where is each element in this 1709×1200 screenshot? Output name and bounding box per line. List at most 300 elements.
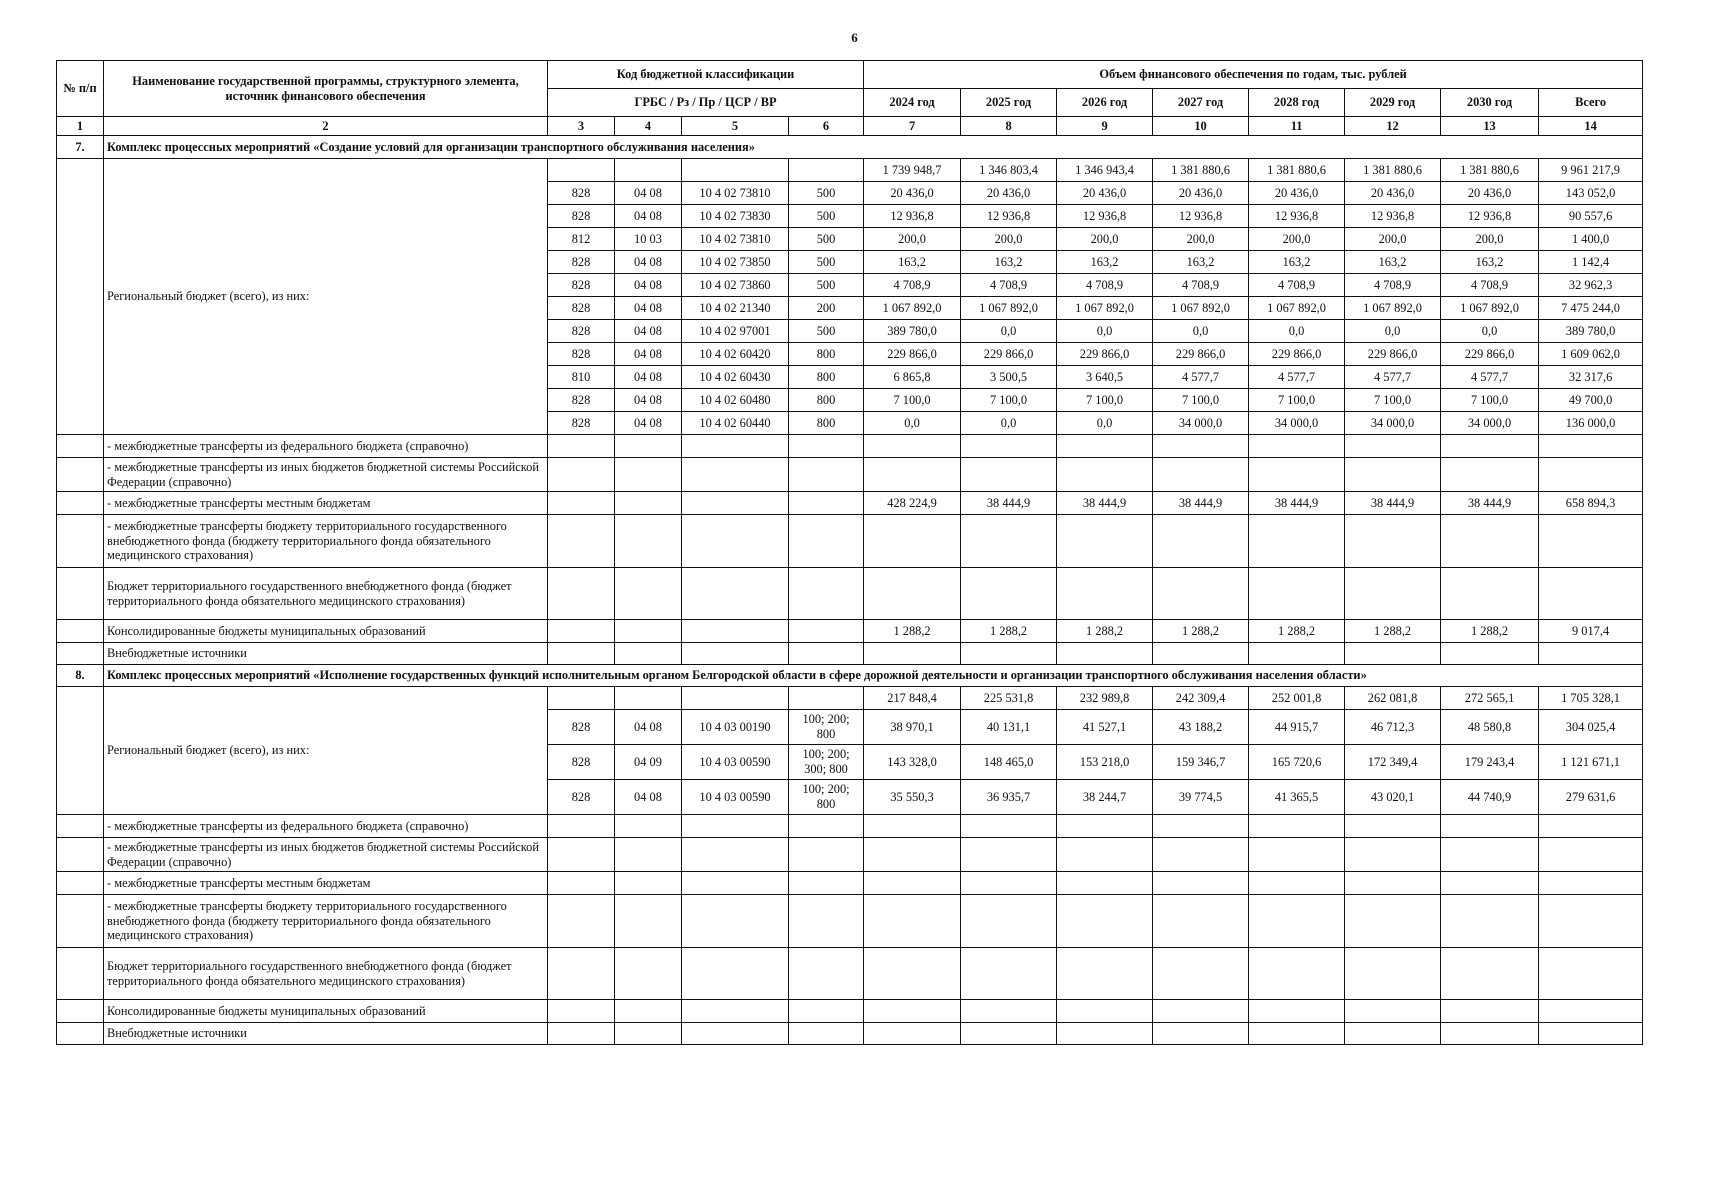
value-cell — [1539, 895, 1643, 948]
value-cell — [1345, 815, 1441, 838]
value-cell: 279 631,6 — [1539, 780, 1643, 815]
code-empty — [615, 838, 682, 872]
value-cell — [1249, 458, 1345, 492]
value-cell: 90 557,6 — [1539, 205, 1643, 228]
value-cell: 1 067 892,0 — [1249, 297, 1345, 320]
code-empty — [615, 815, 682, 838]
csr-code: 10 4 02 73810 — [682, 182, 789, 205]
value-cell — [1153, 838, 1249, 872]
value-cell — [1153, 643, 1249, 665]
value-cell — [1539, 568, 1643, 620]
grbs-code: 810 — [548, 366, 615, 389]
value-cell: 1 288,2 — [1441, 620, 1539, 643]
value-cell: 179 243,4 — [1441, 745, 1539, 780]
code-empty — [789, 435, 864, 458]
value-cell — [1441, 815, 1539, 838]
value-cell — [864, 895, 961, 948]
grbs-code: 828 — [548, 780, 615, 815]
value-cell: 200,0 — [961, 228, 1057, 251]
value-cell: 7 475 244,0 — [1539, 297, 1643, 320]
value-cell: 12 936,8 — [1345, 205, 1441, 228]
value-cell: 304 025,4 — [1539, 710, 1643, 745]
vr-code: 500 — [789, 274, 864, 297]
funding-source-label: - межбюджетные трансферты из иных бюджетов бюджетной системы Российской Федерации (справочно) — [104, 458, 548, 492]
vr-code: 500 — [789, 228, 864, 251]
row-num-empty — [57, 159, 104, 435]
code-empty — [789, 895, 864, 948]
vr-code: 200 — [789, 297, 864, 320]
value-cell: 0,0 — [1057, 320, 1153, 343]
row-num-empty — [57, 1023, 104, 1045]
value-cell — [864, 872, 961, 895]
value-cell — [1345, 568, 1441, 620]
value-cell — [1441, 515, 1539, 568]
value-cell: 229 866,0 — [1441, 343, 1539, 366]
csr-code: 10 4 02 73850 — [682, 251, 789, 274]
value-cell: 12 936,8 — [961, 205, 1057, 228]
column-number: 3 — [548, 117, 615, 136]
grbs-code: 828 — [548, 710, 615, 745]
header-num: № п/п — [57, 61, 104, 117]
column-number: 5 — [682, 117, 789, 136]
grbs-code: 828 — [548, 182, 615, 205]
value-cell: 38 244,7 — [1057, 780, 1153, 815]
column-number: 6 — [789, 117, 864, 136]
value-cell — [864, 515, 961, 568]
value-cell: 12 936,8 — [864, 205, 961, 228]
row-num-empty — [57, 815, 104, 838]
value-cell: 229 866,0 — [1057, 343, 1153, 366]
value-cell: 200,0 — [1249, 228, 1345, 251]
value-cell — [1345, 948, 1441, 1000]
funding-source-label: Консолидированные бюджеты муниципальных образований — [104, 1000, 548, 1023]
code-empty — [789, 872, 864, 895]
total-value: 1 381 880,6 — [1153, 159, 1249, 182]
funding-source-row — [57, 895, 1643, 948]
funding-source-label: Бюджет территориального государственного внебюджетного фонда (бюджет территориального фонда обязательного медицинского страхования) — [104, 948, 548, 1000]
total-value: 217 848,4 — [864, 687, 961, 710]
column-number: 1 — [57, 117, 104, 136]
value-cell: 148 465,0 — [961, 745, 1057, 780]
csr-code: 10 4 02 60420 — [682, 343, 789, 366]
code-empty — [548, 1000, 615, 1023]
value-cell — [1345, 895, 1441, 948]
value-cell: 1 288,2 — [1345, 620, 1441, 643]
value-cell — [1153, 458, 1249, 492]
total-value: 252 001,8 — [1249, 687, 1345, 710]
code-empty — [682, 815, 789, 838]
value-cell — [864, 948, 961, 1000]
value-cell — [1153, 948, 1249, 1000]
code-empty — [615, 515, 682, 568]
code-empty — [615, 435, 682, 458]
grbs-code: 812 — [548, 228, 615, 251]
row-num-empty — [57, 872, 104, 895]
vr-code: 500 — [789, 182, 864, 205]
value-cell: 200,0 — [1153, 228, 1249, 251]
value-cell: 3 500,5 — [961, 366, 1057, 389]
value-cell: 658 894,3 — [1539, 492, 1643, 515]
value-cell — [1057, 515, 1153, 568]
value-cell — [1345, 458, 1441, 492]
funding-source-label: Консолидированные бюджеты муниципальных образований — [104, 620, 548, 643]
column-number: 12 — [1345, 117, 1441, 136]
vr-code: 100; 200; 800 — [789, 780, 864, 815]
code-empty — [682, 492, 789, 515]
code-empty — [682, 1000, 789, 1023]
total-value: 1 705 328,1 — [1539, 687, 1643, 710]
value-cell: 163,2 — [961, 251, 1057, 274]
funding-source-label: - межбюджетные трансферты из федерального бюджета (справочно) — [104, 435, 548, 458]
year-header: 2024 год — [864, 89, 961, 117]
grbs-code: 828 — [548, 343, 615, 366]
value-cell — [1057, 435, 1153, 458]
value-cell — [1153, 568, 1249, 620]
total-value: 9 961 217,9 — [1539, 159, 1643, 182]
year-header: 2028 год — [1249, 89, 1345, 117]
value-cell: 7 100,0 — [1345, 389, 1441, 412]
value-cell: 165 720,6 — [1249, 745, 1345, 780]
total-value: 1 346 943,4 — [1057, 159, 1153, 182]
value-cell — [1153, 435, 1249, 458]
row-num-empty — [57, 838, 104, 872]
value-cell — [1539, 1000, 1643, 1023]
rz-pr-code: 04 08 — [615, 343, 682, 366]
value-cell — [1249, 643, 1345, 665]
value-cell — [1441, 1023, 1539, 1045]
year-header: 2027 год — [1153, 89, 1249, 117]
code-empty — [615, 687, 682, 710]
value-cell — [1345, 643, 1441, 665]
value-cell: 38 444,9 — [1441, 492, 1539, 515]
value-cell: 0,0 — [961, 412, 1057, 435]
value-cell: 0,0 — [1249, 320, 1345, 343]
value-cell — [1441, 643, 1539, 665]
value-cell — [1539, 1023, 1643, 1045]
regional-budget-label: Региональный бюджет (всего), из них: — [104, 159, 548, 435]
grbs-code: 828 — [548, 251, 615, 274]
funding-source-label: Внебюджетные источники — [104, 1023, 548, 1045]
value-cell: 143 052,0 — [1539, 182, 1643, 205]
vr-code: 100; 200; 300; 800 — [789, 745, 864, 780]
value-cell: 38 970,1 — [864, 710, 961, 745]
grbs-code: 828 — [548, 205, 615, 228]
code-empty — [789, 1000, 864, 1023]
value-cell — [1153, 895, 1249, 948]
value-cell — [864, 435, 961, 458]
value-cell: 38 444,9 — [1153, 492, 1249, 515]
value-cell: 0,0 — [1153, 320, 1249, 343]
code-empty — [615, 159, 682, 182]
rz-pr-code: 04 08 — [615, 366, 682, 389]
value-cell — [1057, 838, 1153, 872]
value-cell — [1153, 1023, 1249, 1045]
value-cell: 35 550,3 — [864, 780, 961, 815]
value-cell: 3 640,5 — [1057, 366, 1153, 389]
value-cell: 44 740,9 — [1441, 780, 1539, 815]
value-cell — [1249, 515, 1345, 568]
value-cell — [961, 895, 1057, 948]
value-cell — [1057, 815, 1153, 838]
value-cell — [961, 838, 1057, 872]
value-cell — [961, 568, 1057, 620]
value-cell — [1539, 643, 1643, 665]
code-empty — [682, 435, 789, 458]
code-empty — [789, 568, 864, 620]
section-number: 7. — [57, 136, 104, 159]
funding-source-row — [57, 948, 1643, 1000]
value-cell: 4 708,9 — [961, 274, 1057, 297]
value-cell: 4 577,7 — [1345, 366, 1441, 389]
value-cell: 1 067 892,0 — [1057, 297, 1153, 320]
value-cell — [1441, 838, 1539, 872]
grbs-code: 828 — [548, 274, 615, 297]
row-num-empty — [57, 435, 104, 458]
csr-code: 10 4 02 97001 — [682, 320, 789, 343]
value-cell: 40 131,1 — [961, 710, 1057, 745]
grbs-code: 828 — [548, 297, 615, 320]
csr-code: 10 4 03 00590 — [682, 745, 789, 780]
header-code-group: Код бюджетной классификации — [548, 61, 864, 89]
value-cell: 1 400,0 — [1539, 228, 1643, 251]
regional-budget-label: Региональный бюджет (всего), из них: — [104, 687, 548, 815]
value-cell — [864, 838, 961, 872]
funding-source-label: - межбюджетные трансферты местным бюджетам — [104, 872, 548, 895]
csr-code: 10 4 03 00190 — [682, 710, 789, 745]
code-empty — [615, 1000, 682, 1023]
value-cell: 200,0 — [1345, 228, 1441, 251]
value-cell: 1 067 892,0 — [1153, 297, 1249, 320]
value-cell — [1249, 872, 1345, 895]
code-empty — [548, 687, 615, 710]
value-cell: 389 780,0 — [1539, 320, 1643, 343]
section-title: Комплекс процессных мероприятий «Исполнение государственных функций исполнительным органом Белгородской области в сфере дорожной деятельности и организации транспортного обслуживания населения области» — [104, 665, 1643, 687]
value-cell — [961, 872, 1057, 895]
value-cell: 0,0 — [1441, 320, 1539, 343]
value-cell — [1057, 1000, 1153, 1023]
code-empty — [615, 948, 682, 1000]
value-cell: 159 346,7 — [1153, 745, 1249, 780]
value-cell: 20 436,0 — [864, 182, 961, 205]
column-number: 7 — [864, 117, 961, 136]
code-empty — [615, 895, 682, 948]
value-cell: 34 000,0 — [1249, 412, 1345, 435]
total-value: 1 739 948,7 — [864, 159, 961, 182]
value-cell — [1153, 872, 1249, 895]
value-cell — [1249, 895, 1345, 948]
column-number: 11 — [1249, 117, 1345, 136]
code-empty — [682, 458, 789, 492]
csr-code: 10 4 02 21340 — [682, 297, 789, 320]
value-cell: 1 288,2 — [864, 620, 961, 643]
section-title-row — [57, 665, 1643, 687]
year-header: Всего — [1539, 89, 1643, 117]
section-number: 8. — [57, 665, 104, 687]
value-cell — [1345, 838, 1441, 872]
rz-pr-code: 04 08 — [615, 412, 682, 435]
rz-pr-code: 04 08 — [615, 389, 682, 412]
code-empty — [548, 458, 615, 492]
section-title: Комплекс процессных мероприятий «Создание условий для организации транспортного обслуживания населения» — [104, 136, 1643, 159]
total-value: 272 565,1 — [1441, 687, 1539, 710]
value-cell: 163,2 — [1345, 251, 1441, 274]
value-cell: 20 436,0 — [1153, 182, 1249, 205]
value-cell: 20 436,0 — [1249, 182, 1345, 205]
section-title-row — [57, 136, 1643, 159]
funding-source-label: - межбюджетные трансферты из иных бюджетов бюджетной системы Российской Федерации (справочно) — [104, 838, 548, 872]
value-cell — [961, 1023, 1057, 1045]
code-empty — [548, 895, 615, 948]
value-cell: 0,0 — [1057, 412, 1153, 435]
funding-source-row — [57, 643, 1643, 665]
vr-code: 800 — [789, 389, 864, 412]
value-cell: 389 780,0 — [864, 320, 961, 343]
code-empty — [548, 620, 615, 643]
value-cell — [1345, 1023, 1441, 1045]
column-number: 10 — [1153, 117, 1249, 136]
code-empty — [548, 492, 615, 515]
row-num-empty — [57, 687, 104, 815]
code-empty — [548, 948, 615, 1000]
code-empty — [682, 895, 789, 948]
funding-source-label: Внебюджетные источники — [104, 643, 548, 665]
value-cell: 4 708,9 — [1441, 274, 1539, 297]
value-cell — [961, 948, 1057, 1000]
value-cell: 4 577,7 — [1249, 366, 1345, 389]
value-cell: 12 936,8 — [1441, 205, 1539, 228]
code-empty — [615, 643, 682, 665]
value-cell: 32 962,3 — [1539, 274, 1643, 297]
value-cell: 20 436,0 — [961, 182, 1057, 205]
value-cell: 1 067 892,0 — [864, 297, 961, 320]
rz-pr-code: 04 08 — [615, 205, 682, 228]
funding-source-row — [57, 1000, 1643, 1023]
value-cell: 153 218,0 — [1057, 745, 1153, 780]
value-cell — [1441, 1000, 1539, 1023]
value-cell: 12 936,8 — [1057, 205, 1153, 228]
page-number: 6 — [851, 30, 858, 45]
value-cell: 200,0 — [1057, 228, 1153, 251]
value-cell — [1057, 872, 1153, 895]
vr-code: 800 — [789, 366, 864, 389]
funding-source-row — [57, 568, 1643, 620]
header-funding-group: Объем финансового обеспечения по годам, тыс. рублей — [864, 61, 1643, 89]
total-value: 232 989,8 — [1057, 687, 1153, 710]
rz-pr-code: 10 03 — [615, 228, 682, 251]
column-number: 9 — [1057, 117, 1153, 136]
value-cell: 39 774,5 — [1153, 780, 1249, 815]
code-empty — [789, 815, 864, 838]
value-cell: 1 288,2 — [961, 620, 1057, 643]
row-num-empty — [57, 492, 104, 515]
value-cell: 20 436,0 — [1345, 182, 1441, 205]
code-empty — [682, 620, 789, 643]
value-cell — [1539, 815, 1643, 838]
value-cell — [1539, 948, 1643, 1000]
value-cell — [864, 643, 961, 665]
value-cell — [864, 458, 961, 492]
value-cell: 1 288,2 — [1153, 620, 1249, 643]
value-cell: 428 224,9 — [864, 492, 961, 515]
column-number: 14 — [1539, 117, 1643, 136]
year-header: 2030 год — [1441, 89, 1539, 117]
value-cell: 172 349,4 — [1345, 745, 1441, 780]
value-cell — [1249, 815, 1345, 838]
code-empty — [615, 492, 682, 515]
value-cell: 43 188,2 — [1153, 710, 1249, 745]
value-cell: 9 017,4 — [1539, 620, 1643, 643]
value-cell: 38 444,9 — [961, 492, 1057, 515]
value-cell — [1249, 1023, 1345, 1045]
value-cell: 1 288,2 — [1057, 620, 1153, 643]
value-cell: 41 365,5 — [1249, 780, 1345, 815]
value-cell: 163,2 — [1249, 251, 1345, 274]
total-value: 262 081,8 — [1345, 687, 1441, 710]
funding-source-label: - межбюджетные трансферты местным бюджетам — [104, 492, 548, 515]
financing-table — [56, 60, 1643, 1045]
value-cell: 20 436,0 — [1057, 182, 1153, 205]
value-cell: 7 100,0 — [1153, 389, 1249, 412]
code-empty — [548, 159, 615, 182]
code-empty — [682, 159, 789, 182]
funding-source-row — [57, 1023, 1643, 1045]
table-body — [57, 136, 1643, 1045]
rz-pr-code: 04 08 — [615, 780, 682, 815]
value-cell: 1 142,4 — [1539, 251, 1643, 274]
value-cell — [1441, 568, 1539, 620]
code-empty — [682, 643, 789, 665]
rz-pr-code: 04 08 — [615, 320, 682, 343]
rz-pr-code: 04 09 — [615, 745, 682, 780]
rz-pr-code: 04 08 — [615, 710, 682, 745]
grbs-code: 828 — [548, 412, 615, 435]
value-cell: 0,0 — [1345, 320, 1441, 343]
value-cell: 20 436,0 — [1441, 182, 1539, 205]
value-cell: 7 100,0 — [1057, 389, 1153, 412]
value-cell: 36 935,7 — [961, 780, 1057, 815]
code-empty — [789, 492, 864, 515]
value-cell — [961, 815, 1057, 838]
value-cell — [1441, 435, 1539, 458]
funding-source-row — [57, 815, 1643, 838]
code-empty — [548, 643, 615, 665]
code-empty — [682, 687, 789, 710]
value-cell — [1057, 948, 1153, 1000]
value-cell — [864, 1023, 961, 1045]
csr-code: 10 4 02 73810 — [682, 228, 789, 251]
column-number: 2 — [104, 117, 548, 136]
row-num-empty — [57, 895, 104, 948]
code-empty — [682, 872, 789, 895]
csr-code: 10 4 02 60440 — [682, 412, 789, 435]
code-empty — [682, 948, 789, 1000]
grbs-code: 828 — [548, 389, 615, 412]
total-value: 1 381 880,6 — [1441, 159, 1539, 182]
value-cell: 34 000,0 — [1153, 412, 1249, 435]
value-cell — [1345, 515, 1441, 568]
total-value: 1 381 880,6 — [1249, 159, 1345, 182]
total-value: 242 309,4 — [1153, 687, 1249, 710]
vr-code: 500 — [789, 205, 864, 228]
regional-total-row — [57, 687, 1643, 710]
value-cell: 1 067 892,0 — [1345, 297, 1441, 320]
value-cell: 229 866,0 — [961, 343, 1057, 366]
row-num-empty — [57, 568, 104, 620]
value-cell: 6 865,8 — [864, 366, 961, 389]
code-empty — [789, 159, 864, 182]
funding-source-label: - межбюджетные трансферты из федерального бюджета (справочно) — [104, 815, 548, 838]
csr-code: 10 4 02 60480 — [682, 389, 789, 412]
